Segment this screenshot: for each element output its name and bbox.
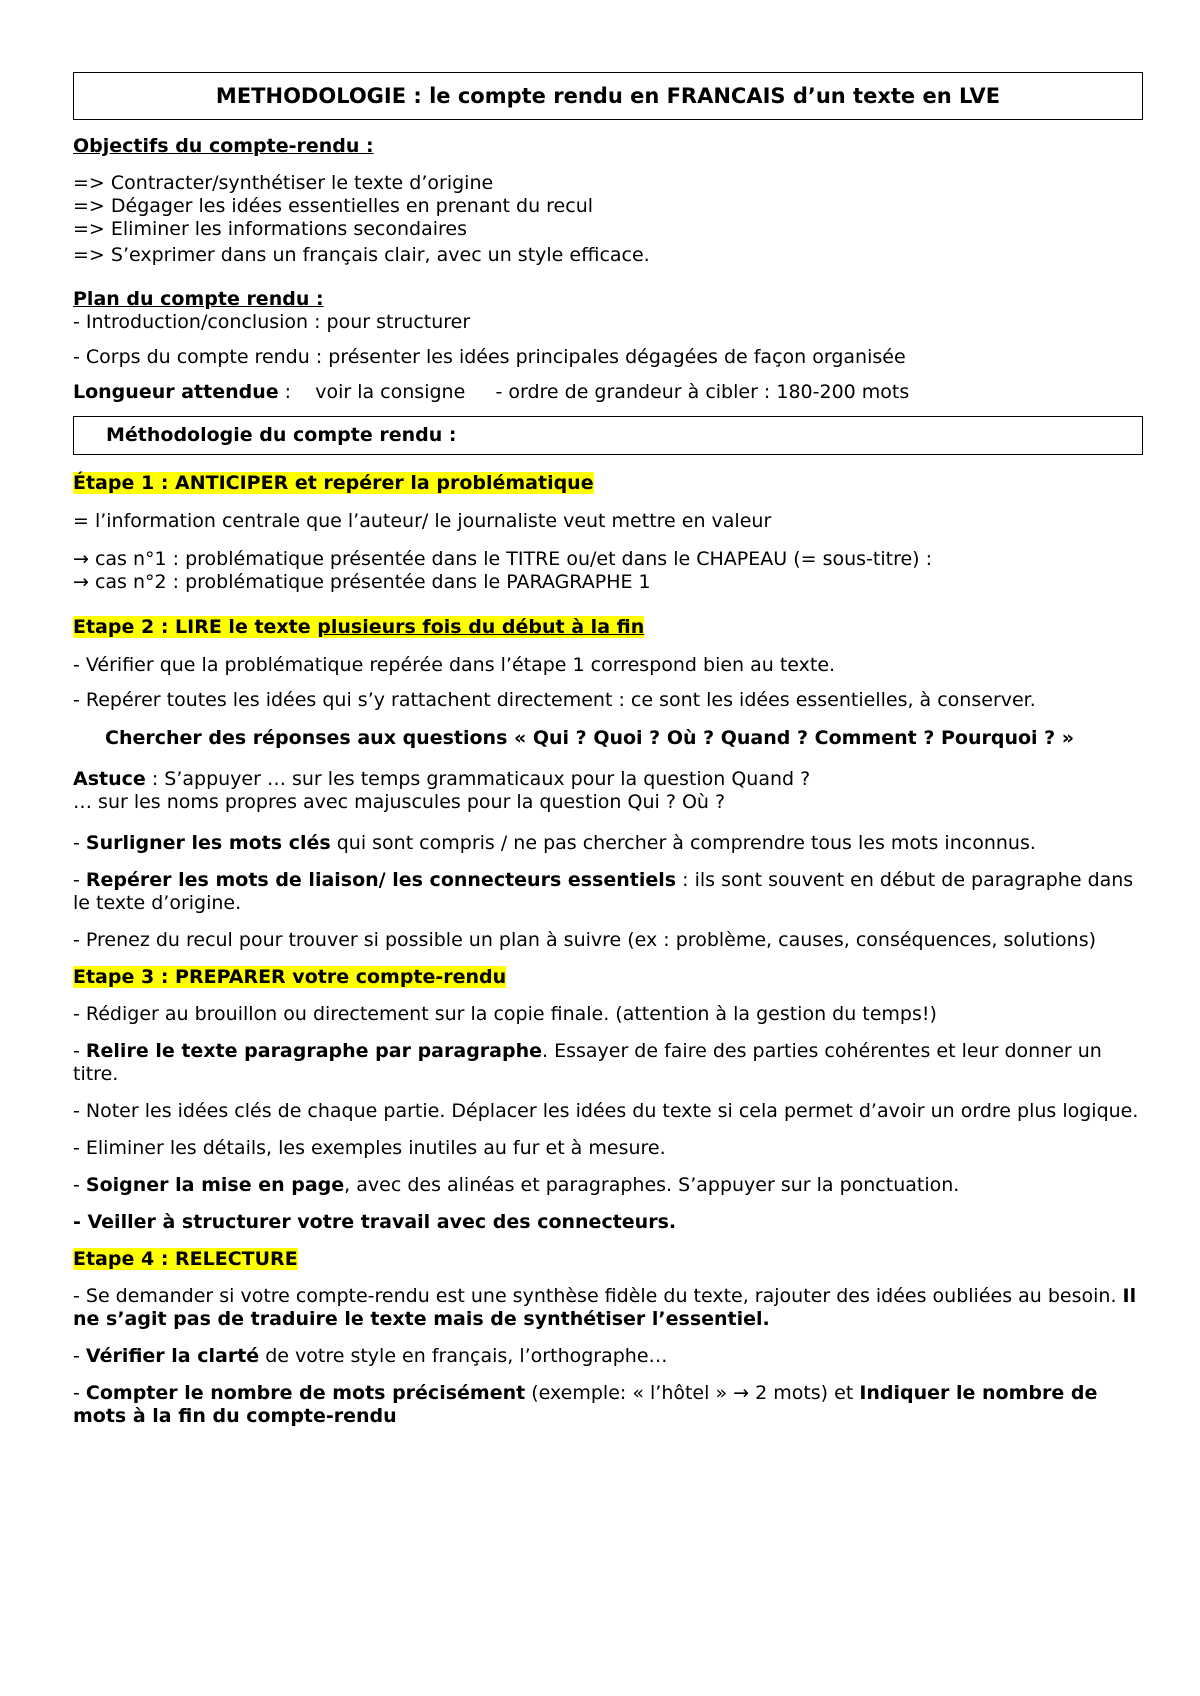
- longueur-line: [73, 381, 1143, 404]
- objectif-item: => Eliminer les informations secondaires: [73, 218, 467, 240]
- etape3-soigner: [73, 1174, 1143, 1197]
- verifier-rest: de votre style en français, l’orthographe…: [259, 1345, 668, 1367]
- surligner-bold: Surligner les mots clés: [85, 832, 331, 854]
- relire-rest: . Essayer de faire des parties cohérentes et leur donner un titre.: [73, 1040, 1102, 1085]
- surligner-rest: qui sont compris / ne pas chercher à comprendre tous les mots inconnus.: [330, 832, 1036, 854]
- liaison-bold: Repérer les mots de liaison/ les connecteurs essentiels: [85, 869, 677, 891]
- dash: -: [73, 869, 86, 891]
- astuce-line1: [73, 768, 1143, 791]
- etape4-item: [73, 1285, 1143, 1331]
- objectif-item: => Contracter/synthétiser le texte d’origine: [73, 172, 494, 194]
- etape4-heading: Etape 4 : RELECTURE: [73, 1248, 298, 1270]
- document-page: [73, 72, 1143, 1428]
- liaison-rest: : ils sont souvent en début de paragraphe dans le texte d’origine.: [73, 869, 1134, 914]
- etape2-item: - Repérer toutes les idées qui s’y rattachent directement : ce sont les idées essentielles, à conserver.: [73, 689, 1036, 711]
- etape3-item: - Noter les idées clés de chaque partie. Déplacer les idées du texte si cela permet d’avoir un ordre plus logique.: [73, 1100, 1139, 1122]
- soigner-bold: Soigner la mise en page: [85, 1174, 345, 1196]
- astuce-label: Astuce: [73, 768, 146, 790]
- etape4-heading-line: [73, 1248, 1143, 1271]
- etape2-heading-part1: Etape 2 : LIRE le texte: [73, 616, 318, 638]
- relire-bold: Relire le texte paragraphe par paragraphe: [85, 1040, 542, 1062]
- dash: -: [73, 1382, 86, 1404]
- etape2-recul: - Prenez du recul pour trouver si possible un plan à suivre (ex : problème, causes, conséquences, solutions): [73, 929, 1097, 951]
- etape2-item: - Vérifier que la problématique repérée dans l’étape 1 correspond bien au texte.: [73, 654, 836, 676]
- objectifs-list: [73, 172, 1143, 267]
- verifier-bold: Vérifier la clarté: [85, 1345, 260, 1367]
- soigner-rest: , avec des alinéas et paragraphes. S’appuyer sur la ponctuation.: [344, 1174, 960, 1196]
- objectif-item: => S’exprimer dans un français clair, avec un style efficace.: [73, 244, 650, 266]
- etape1-cas2: → cas n°2 : problématique présentée dans le PARAGRAPHE 1: [73, 571, 651, 593]
- etape4-compter: [73, 1382, 1143, 1428]
- etape1-heading-line: [73, 472, 1143, 495]
- etape3-item: - Rédiger au brouillon ou directement sur la copie finale. (attention à la gestion du temps!): [73, 1003, 937, 1025]
- methodologie-heading: Méthodologie du compte rendu :: [106, 424, 457, 446]
- plan-heading: Plan du compte rendu :: [73, 288, 324, 310]
- document-title-box: [73, 72, 1143, 120]
- astuce-text: : S’appuyer … sur les temps grammaticaux pour la question Quand ?: [145, 768, 811, 790]
- objectif-item: => Dégager les idées essentielles en prenant du recul: [73, 195, 594, 217]
- etape2-surligner: [73, 832, 1143, 855]
- methodologie-box: [73, 416, 1143, 455]
- etape4-verifier: [73, 1345, 1143, 1368]
- etape2-heading: [73, 616, 644, 638]
- astuce-line2: … sur les noms propres avec majuscules pour la question Qui ? Où ?: [73, 791, 726, 813]
- etape1-heading: Étape 1 : ANTICIPER et repérer la problématique: [73, 472, 594, 494]
- dash: -: [73, 1174, 86, 1196]
- etape4-item1-bold: Il ne s’agit pas de traduire le texte mais de synthétiser l’essentiel.: [73, 1285, 1137, 1330]
- dash: -: [73, 1345, 86, 1367]
- etape2-liaison: [73, 869, 1143, 915]
- etape4-item1-text: - Se demander si votre compte-rendu est une synthèse fidèle du texte, rajouter des idées oubliées au besoin.: [73, 1285, 1123, 1307]
- compter-mid: (exemple: « l’hôtel » → 2 mots) et: [525, 1382, 860, 1404]
- etape3-veiller: - Veiller à structurer votre travail avec des connecteurs.: [73, 1211, 677, 1233]
- compter-bold2: Indiquer le nombre de mots à la fin du compte-rendu: [73, 1382, 1098, 1427]
- etape2-questions: Chercher des réponses aux questions « Qui ? Quoi ? Où ? Quand ? Comment ? Pourquoi ? »: [105, 727, 1075, 749]
- etape3-item: - Eliminer les détails, les exemples inutiles au fur et à mesure.: [73, 1137, 666, 1159]
- etape1-definition: = l’information centrale que l’auteur/ le journaliste veut mettre en valeur: [73, 510, 772, 532]
- etape3-heading-line: [73, 966, 1143, 989]
- document-title: METHODOLOGIE : le compte rendu en FRANCAIS d’un texte en LVE: [215, 83, 1001, 108]
- etape2-heading-part2: plusieurs fois du début à la fin: [317, 616, 645, 638]
- longueur-label: Longueur attendue: [73, 381, 279, 403]
- compter-bold: Compter le nombre de mots précisément: [85, 1382, 526, 1404]
- dash: -: [73, 832, 86, 854]
- plan-item: - Introduction/conclusion : pour structurer: [73, 311, 471, 333]
- longueur-text: : voir la consigne - ordre de grandeur à cibler : 180-200 mots: [278, 381, 910, 403]
- etape3-relire: [73, 1040, 1143, 1086]
- etape2-heading-line: [73, 616, 1143, 639]
- objectifs-heading: Objectifs du compte-rendu :: [73, 135, 374, 157]
- dash: -: [73, 1040, 86, 1062]
- etape3-heading: Etape 3 : PREPARER votre compte-rendu: [73, 966, 507, 988]
- etape1-cas1: → cas n°1 : problématique présentée dans le TITRE ou/et dans le CHAPEAU (= sous-titre) :: [73, 548, 933, 570]
- plan-item: - Corps du compte rendu : présenter les idées principales dégagées de façon organisée: [73, 346, 906, 368]
